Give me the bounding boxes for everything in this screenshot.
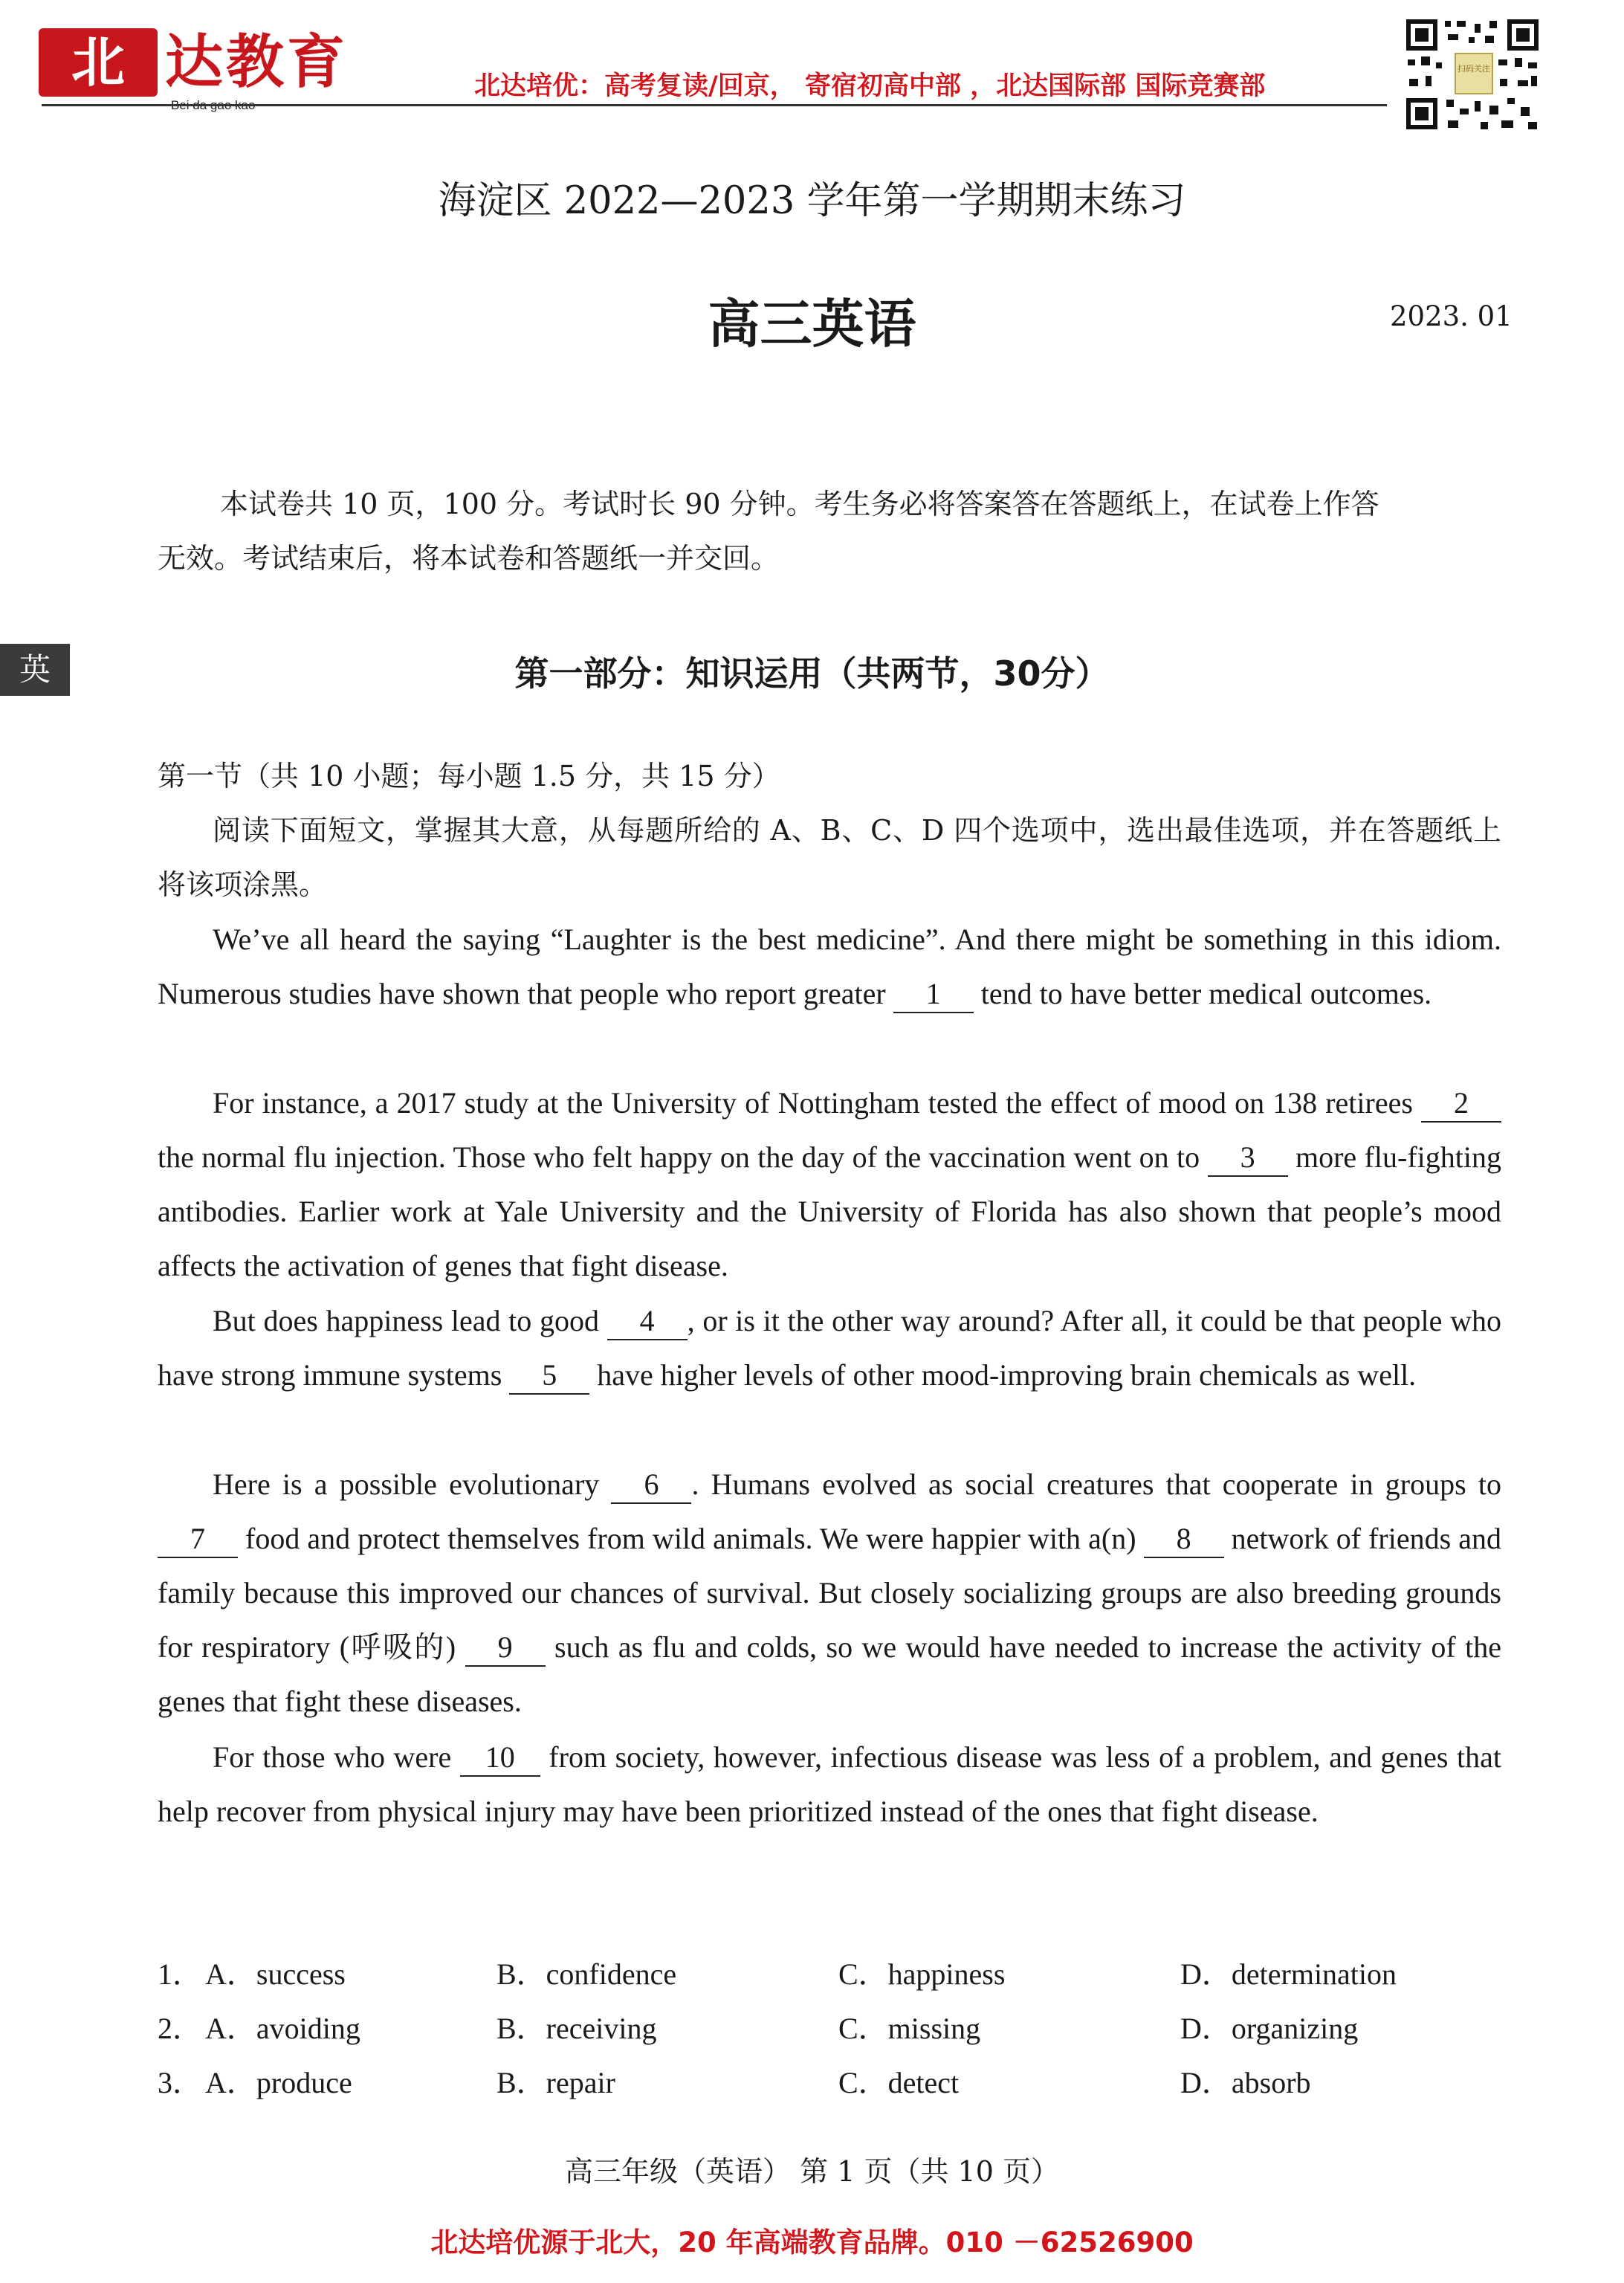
page-footer: 高三年级（英语） 第 1 页（共 10 页） <box>565 2155 1059 2188</box>
option-c[interactable]: C．detect <box>838 2066 960 2099</box>
answer-blank-1[interactable]: 1 <box>893 976 974 1013</box>
answer-blank-3[interactable]: 3 <box>1208 1140 1288 1177</box>
answer-blank-7[interactable]: 7 <box>158 1521 238 1558</box>
section-title: 第一节（共 10 小题；每小题 1.5 分，共 15 分） <box>158 760 780 792</box>
option-d[interactable]: D．organizing <box>1180 2012 1359 2045</box>
logo-mark: 北 <box>39 28 158 97</box>
qr-caption: 扫码关注 <box>1458 64 1490 74</box>
passage-paragraph-4: Here is a possible evolutionary 6 . Humans evolved as social creatures that cooperate in groups to 7 food and protect themselves from wild animals. We were happier with a(n) 8 network of friends and family because this improved our chances of survival. But closely socializing groups are also breeding grounds for respiratory (呼吸的) 9 such as flu and colds, so we would have needed to increase the activity of the genes that fight these diseases. <box>158 1467 1501 1718</box>
option-d[interactable]: D．absorb <box>1180 2066 1311 2099</box>
section-directions: 阅读下面短文，掌握其大意，从每题所给的 A、B、C、D 四个选项中，选出最佳选项，并在答题纸上将该项涂黑。 <box>158 814 1501 901</box>
question-2-options <box>158 2005 1510 2050</box>
passage-paragraph-2: For instance, a 2017 study at the University of Nottingham tested the effect of mood on 138 retirees 2 the normal flu injection. Those who felt happy on the day of the vaccination went on to 3 more flu-fighting antibodies. Earlier work at Yale University and the University of Florida has also shown that people’s mood affects the activation of genes that fight disease. <box>158 1086 1501 1282</box>
option-b[interactable]: B．repair <box>496 2066 615 2099</box>
answer-blank-4[interactable]: 4 <box>607 1303 688 1340</box>
question-1-options <box>158 1951 1510 1995</box>
header-divider <box>42 104 1387 106</box>
passage-paragraph-5: For those who were 10 from society, however, infectious disease was less of a problem, and genes that help recover from physical injury may have been prioritized instead of the ones that fight disease. <box>158 1740 1501 1828</box>
question-number: 2． <box>158 2012 202 2045</box>
instructions-line-1: 本试卷共 10 页，100 分。考试时长 90 分钟。考生务必将答案答在答题纸上，在试卷上作答 <box>220 488 1379 520</box>
answer-blank-6[interactable]: 6 <box>611 1467 691 1504</box>
option-b[interactable]: B．receiving <box>496 2012 657 2045</box>
option-a[interactable]: A．produce <box>205 2066 352 2099</box>
exam-title: 海淀区 2022—2023 学年第一学期期末练习 <box>438 179 1186 223</box>
answer-blank-2[interactable]: 2 <box>1421 1085 1501 1123</box>
answer-blank-8[interactable]: 8 <box>1144 1521 1224 1558</box>
logo-text: 达教育 <box>165 29 349 96</box>
answer-blank-9[interactable]: 9 <box>465 1630 546 1667</box>
option-d[interactable]: D．determination <box>1180 1957 1397 1991</box>
instructions-line-2: 无效。考试结束后，将本试卷和答题纸一并交回。 <box>158 542 780 575</box>
subject-title: 高三英语 <box>708 294 916 355</box>
answer-blank-5[interactable]: 5 <box>509 1357 589 1395</box>
part-heading: 第一部分：知识运用（共两节，30分） <box>514 653 1110 694</box>
exam-date: 2023. 01 <box>1390 300 1513 332</box>
brand-logo <box>39 28 395 103</box>
exam-instructions <box>158 477 1501 586</box>
option-a[interactable]: A．success <box>205 1957 346 1991</box>
option-b[interactable]: B．confidence <box>496 1957 677 1991</box>
question-number: 3． <box>158 2066 202 2099</box>
passage-paragraph-1: We’ve all heard the saying “Laughter is the best medicine”. And there might be something in this idiom. Numerous studies have shown that people who report greater 1 tend to have better medical outcomes. <box>158 912 1501 1021</box>
passage-paragraph-3: But does happiness lead to good 4 , or is it the other way around? After all, it could be that people who have strong immune systems 5 have higher levels of other mood-improving brain chemicals as well. <box>158 1294 1501 1402</box>
qr-code-icon <box>1403 16 1541 132</box>
footer-advert: 北达培优源于北大，20 年高端教育品牌。010 －62526900 <box>430 2227 1194 2258</box>
question-3-options <box>158 2059 1510 2104</box>
section-header <box>158 749 1501 912</box>
option-c[interactable]: C．missing <box>838 2012 981 2045</box>
option-a[interactable]: A．avoiding <box>205 2012 360 2045</box>
subject-side-tab: 英 <box>0 644 70 696</box>
option-c[interactable]: C．happiness <box>838 1957 1006 1991</box>
question-number: 1． <box>158 1957 202 1991</box>
header-banner: 北达培优：高考复读/回京， 寄宿初高中部 ，北达国际部 国际竞赛部 <box>474 71 1266 101</box>
answer-blank-10[interactable]: 10 <box>460 1740 540 1777</box>
